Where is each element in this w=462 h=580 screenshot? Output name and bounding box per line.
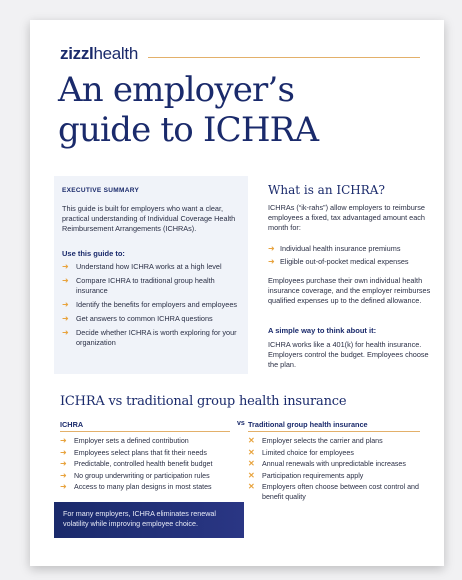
list-item xyxy=(60,471,235,481)
arrow-right-icon: ➜ xyxy=(60,470,67,480)
list-item-text: Access to many plan designs in most states xyxy=(74,483,212,492)
list-item-text: No group underwriting or participation rules xyxy=(74,471,210,480)
arrow-right-icon: ➜ xyxy=(268,257,275,266)
arrow-right-icon: ➜ xyxy=(60,447,67,457)
list-item xyxy=(268,244,433,254)
list-item-text: Get answers to common ICHRA questions xyxy=(76,314,213,323)
list-item-text: Understand how ICHRA works at a high level xyxy=(76,262,222,271)
traditional-drawbacks-list xyxy=(248,436,426,504)
x-icon: ✕ xyxy=(248,447,255,457)
title-line-1: An employer’s xyxy=(58,70,295,110)
what-is-ichra-heading: What is an ICHRA? xyxy=(268,183,385,197)
title-line-2: guide to ICHRA xyxy=(58,110,319,150)
executive-summary-eyebrow: EXECUTIVE SUMMARY xyxy=(62,187,140,194)
list-item xyxy=(60,448,235,458)
list-item xyxy=(62,276,244,296)
list-item-text: Employees select plans that fit their needs xyxy=(74,448,207,457)
callout-text: For many employers, ICHRA eliminates renewal volatility while improving employee choice. xyxy=(63,509,216,528)
right-divider xyxy=(248,431,420,432)
executive-summary-intro: This guide is built for employers who want a clear, practical understanding of Individual Coverage Health Reimbursement Arrangements (ICHRAs). xyxy=(62,204,236,233)
arrow-right-icon: ➜ xyxy=(60,482,67,492)
list-item xyxy=(248,459,426,469)
list-item xyxy=(62,314,244,324)
ichra-benefits-list xyxy=(60,436,235,494)
arrow-right-icon: ➜ xyxy=(62,300,69,309)
guide-page xyxy=(30,20,444,566)
ichra-column-heading: ICHRA xyxy=(60,420,84,429)
arrow-right-icon: ➜ xyxy=(62,276,69,285)
callout-banner xyxy=(54,502,244,538)
list-item-text: Employer selects the carrier and plans xyxy=(262,437,383,445)
list-item xyxy=(268,257,433,267)
list-item xyxy=(248,448,426,458)
use-guide-heading: Use this guide to: xyxy=(62,249,125,258)
x-icon: ✕ xyxy=(248,436,255,445)
list-item xyxy=(248,482,426,502)
list-item xyxy=(60,482,235,492)
arrow-right-icon: ➜ xyxy=(62,328,69,337)
x-icon: ✕ xyxy=(248,470,255,480)
list-item-text: Decide whether ICHRA is worth exploring for your organization xyxy=(76,328,237,347)
arrow-right-icon: ➜ xyxy=(62,314,69,323)
page-title xyxy=(58,70,428,150)
comparison-heading: ICHRA vs traditional group health insurance xyxy=(60,394,347,409)
traditional-column-heading: Traditional group health insurance xyxy=(248,420,368,429)
arrow-right-icon: ➜ xyxy=(268,244,275,253)
list-item xyxy=(60,436,235,446)
list-item xyxy=(60,459,235,469)
list-item-text: Participation requirements apply xyxy=(262,471,364,480)
simple-way-heading: A simple way to think about it: xyxy=(268,326,377,335)
what-is-paragraph-1: ICHRAs (“ik-rahs”) allow employers to reimburse employees a fixed, tax advantaged amount each month for: xyxy=(268,203,425,232)
header-divider xyxy=(148,57,420,58)
list-item-text: Eligible out-of-pocket medical expenses xyxy=(280,257,409,266)
vs-label: vs xyxy=(237,420,245,427)
arrow-right-icon: ➜ xyxy=(62,262,69,271)
executive-summary-card xyxy=(54,176,248,374)
zizzl-health-logo xyxy=(60,44,138,64)
list-item-text: Employer sets a defined contribution xyxy=(74,437,189,445)
list-item xyxy=(248,436,426,446)
x-icon: ✕ xyxy=(248,459,255,469)
list-item xyxy=(62,300,244,310)
list-item-text: Annual renewals with unpredictable increases xyxy=(262,460,406,469)
list-item xyxy=(62,328,244,348)
arrow-right-icon: ➜ xyxy=(60,459,67,469)
reimbursable-list xyxy=(268,244,433,270)
list-item xyxy=(62,262,244,272)
what-is-paragraph-3: ICHRA works like a 401(k) for health insurance. Employers control the budget. Employees choose the plan. xyxy=(268,340,429,369)
list-item-text: Predictable, controlled health benefit budget xyxy=(74,460,213,469)
what-is-paragraph-2: Employees purchase their own individual health insurance coverage, and the employer reimburses qualified expenses up to the defined allowance. xyxy=(268,276,431,305)
arrow-right-icon: ➜ xyxy=(60,436,67,445)
left-divider xyxy=(60,431,230,432)
list-item-text: Employers often choose between cost control and benefit quality xyxy=(262,483,419,502)
list-item-text: Compare ICHRA to traditional group health insurance xyxy=(76,276,215,295)
list-item xyxy=(248,471,426,481)
use-guide-list xyxy=(62,262,244,352)
list-item-text: Limited choice for employees xyxy=(262,448,354,457)
x-icon: ✕ xyxy=(248,482,255,492)
list-item-text: Individual health insurance premiums xyxy=(280,244,401,253)
list-item-text: Identify the benefits for employers and employees xyxy=(76,300,238,309)
logo-word-zizzl: zizzl xyxy=(60,44,94,63)
logo-word-health: health xyxy=(93,44,138,63)
